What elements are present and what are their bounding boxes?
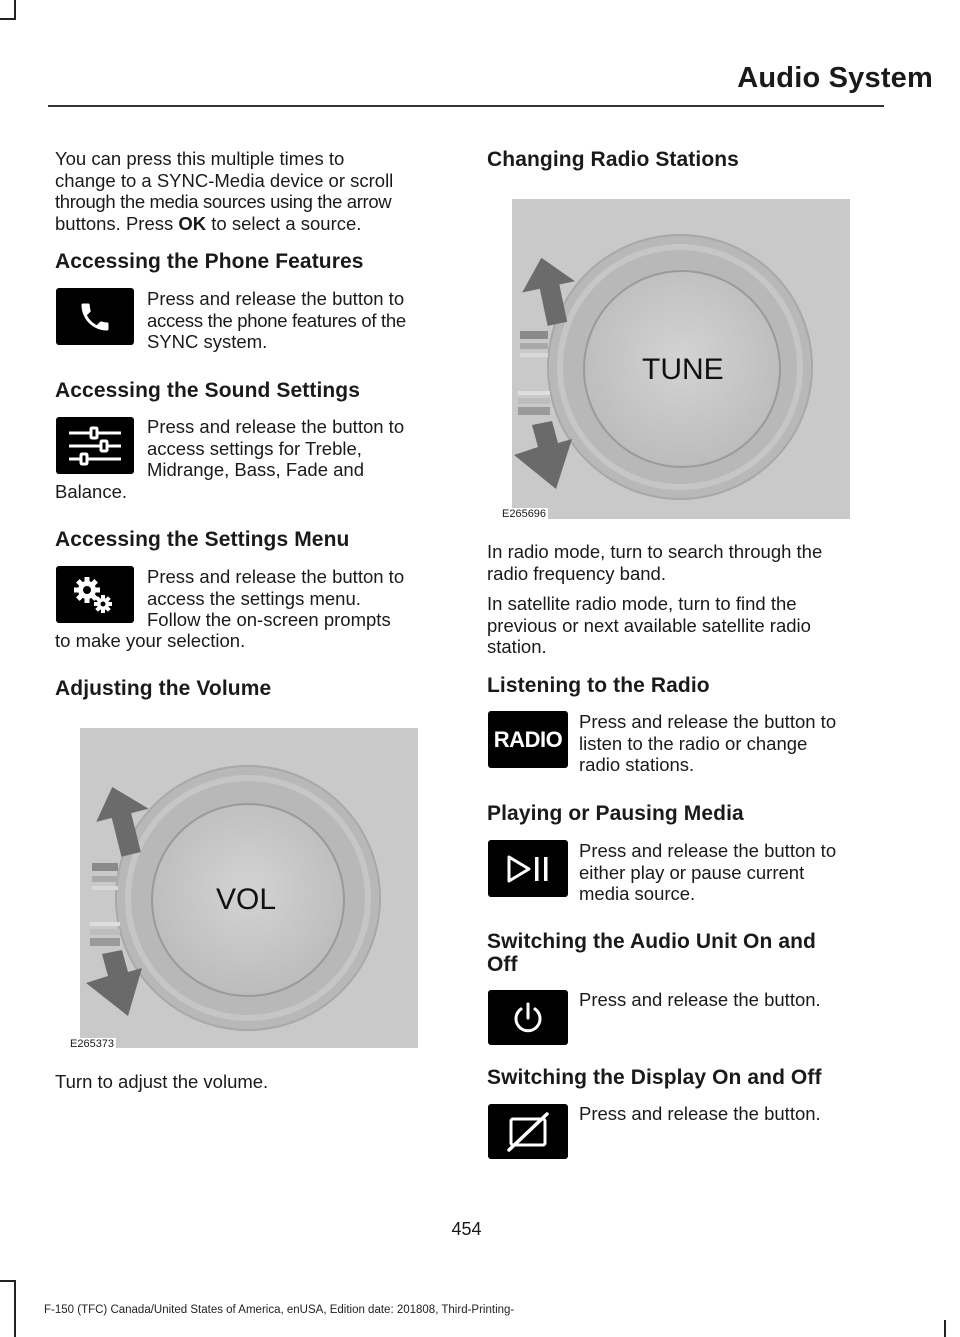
tune-paragraph-1: [487, 541, 882, 584]
crop-mark: [0, 1280, 16, 1282]
radio-text: [579, 711, 884, 776]
intro-paragraph: [55, 148, 450, 234]
sound-text: [147, 416, 452, 481]
display-heading: Switching the Display On and Off: [487, 1066, 822, 1089]
settings-heading: Accessing the Settings Menu: [55, 528, 350, 551]
figure-code: E265373: [70, 1038, 115, 1050]
phone-icon: [56, 288, 134, 345]
intro-line: change to a SYNC-Media device or scroll: [55, 169, 394, 191]
tune-knob-figure: [502, 199, 850, 520]
page-title: Audio System: [737, 62, 933, 94]
crop-mark: [0, 18, 16, 20]
sound-text-line: Midrange, Bass, Fade and: [147, 459, 364, 480]
power-icon: [488, 990, 568, 1045]
display-text: Press and release the button.: [579, 1103, 821, 1124]
phone-text: [147, 288, 452, 353]
power-heading: [487, 930, 882, 976]
intro-line: You can press this multiple times to: [55, 148, 345, 169]
crop-mark: [14, 1280, 16, 1337]
volume-knob-label: VOL: [216, 883, 277, 916]
intro-line: through the media sources using the arrow: [55, 191, 392, 212]
radio-icon-label: RADIO: [493, 726, 563, 752]
equalizer-icon: [56, 417, 134, 474]
page-number: 454: [451, 1219, 482, 1239]
power-text: Press and release the button.: [579, 989, 821, 1010]
tune-line: In radio mode, turn to search through the: [487, 541, 823, 562]
tune-knob-label: TUNE: [642, 353, 724, 386]
volume-caption: Turn to adjust the volume.: [55, 1071, 269, 1092]
power-heading-line: Switching the Audio Unit On and: [487, 930, 816, 953]
media-text: [579, 840, 884, 905]
radio-text-line: listen to the radio or change: [579, 732, 808, 754]
figure-code: E265696: [502, 508, 547, 520]
phone-text-line: SYNC system.: [147, 331, 268, 352]
radio-text-line: Press and release the button to: [579, 711, 837, 732]
media-heading: Playing or Pausing Media: [487, 802, 744, 825]
play-pause-icon: [488, 840, 568, 897]
settings-text-line: access the settings menu.: [147, 587, 361, 609]
tune-paragraph-2: [487, 593, 882, 658]
tune-line: In satellite radio mode, turn to find the: [487, 593, 797, 614]
tune-line: radio frequency band.: [487, 562, 666, 584]
tune-heading: Changing Radio Stations: [487, 148, 739, 171]
settings-text: [147, 566, 452, 631]
settings-text-tail: to make your selection.: [55, 630, 246, 651]
sound-heading: Accessing the Sound Settings: [55, 379, 361, 402]
sound-text-line: Press and release the button to: [147, 416, 405, 437]
tune-line: station.: [487, 636, 547, 657]
phone-heading: Accessing the Phone Features: [55, 250, 364, 273]
sound-text-line: access settings for Treble,: [147, 437, 362, 459]
settings-text-line: Follow the on-screen prompts: [147, 609, 391, 630]
settings-text-line: Press and release the button to: [147, 566, 405, 587]
power-heading-line: Off: [487, 953, 518, 976]
media-text-line: media source.: [579, 883, 696, 904]
radio-text-line: radio stations.: [579, 754, 695, 775]
radio-heading: Listening to the Radio: [487, 674, 710, 697]
display-off-icon: [488, 1104, 568, 1159]
header-rule: [48, 105, 884, 107]
phone-text-line: Press and release the button to: [147, 288, 405, 309]
ok-label: OK: [178, 212, 207, 234]
volume-heading: Adjusting the Volume: [55, 677, 272, 700]
radio-icon: [488, 711, 568, 768]
volume-knob-figure: [70, 728, 418, 1050]
crop-mark: [944, 1320, 946, 1337]
media-text-line: Press and release the button to: [579, 840, 837, 861]
footer-edition: F-150 (TFC) Canada/United States of America, enUSA, Edition date: 201808, Third-Printing-: [44, 1304, 515, 1316]
gear-icon: [56, 566, 134, 623]
phone-text-line: access the phone features of the: [147, 309, 406, 331]
sound-text-tail: Balance.: [55, 481, 127, 502]
crop-mark: [14, 0, 16, 20]
intro-line: buttons. Press OK to select a source.: [55, 212, 362, 234]
tune-line: previous or next available satellite radio: [487, 614, 811, 636]
media-text-line: either play or pause current: [579, 861, 805, 883]
